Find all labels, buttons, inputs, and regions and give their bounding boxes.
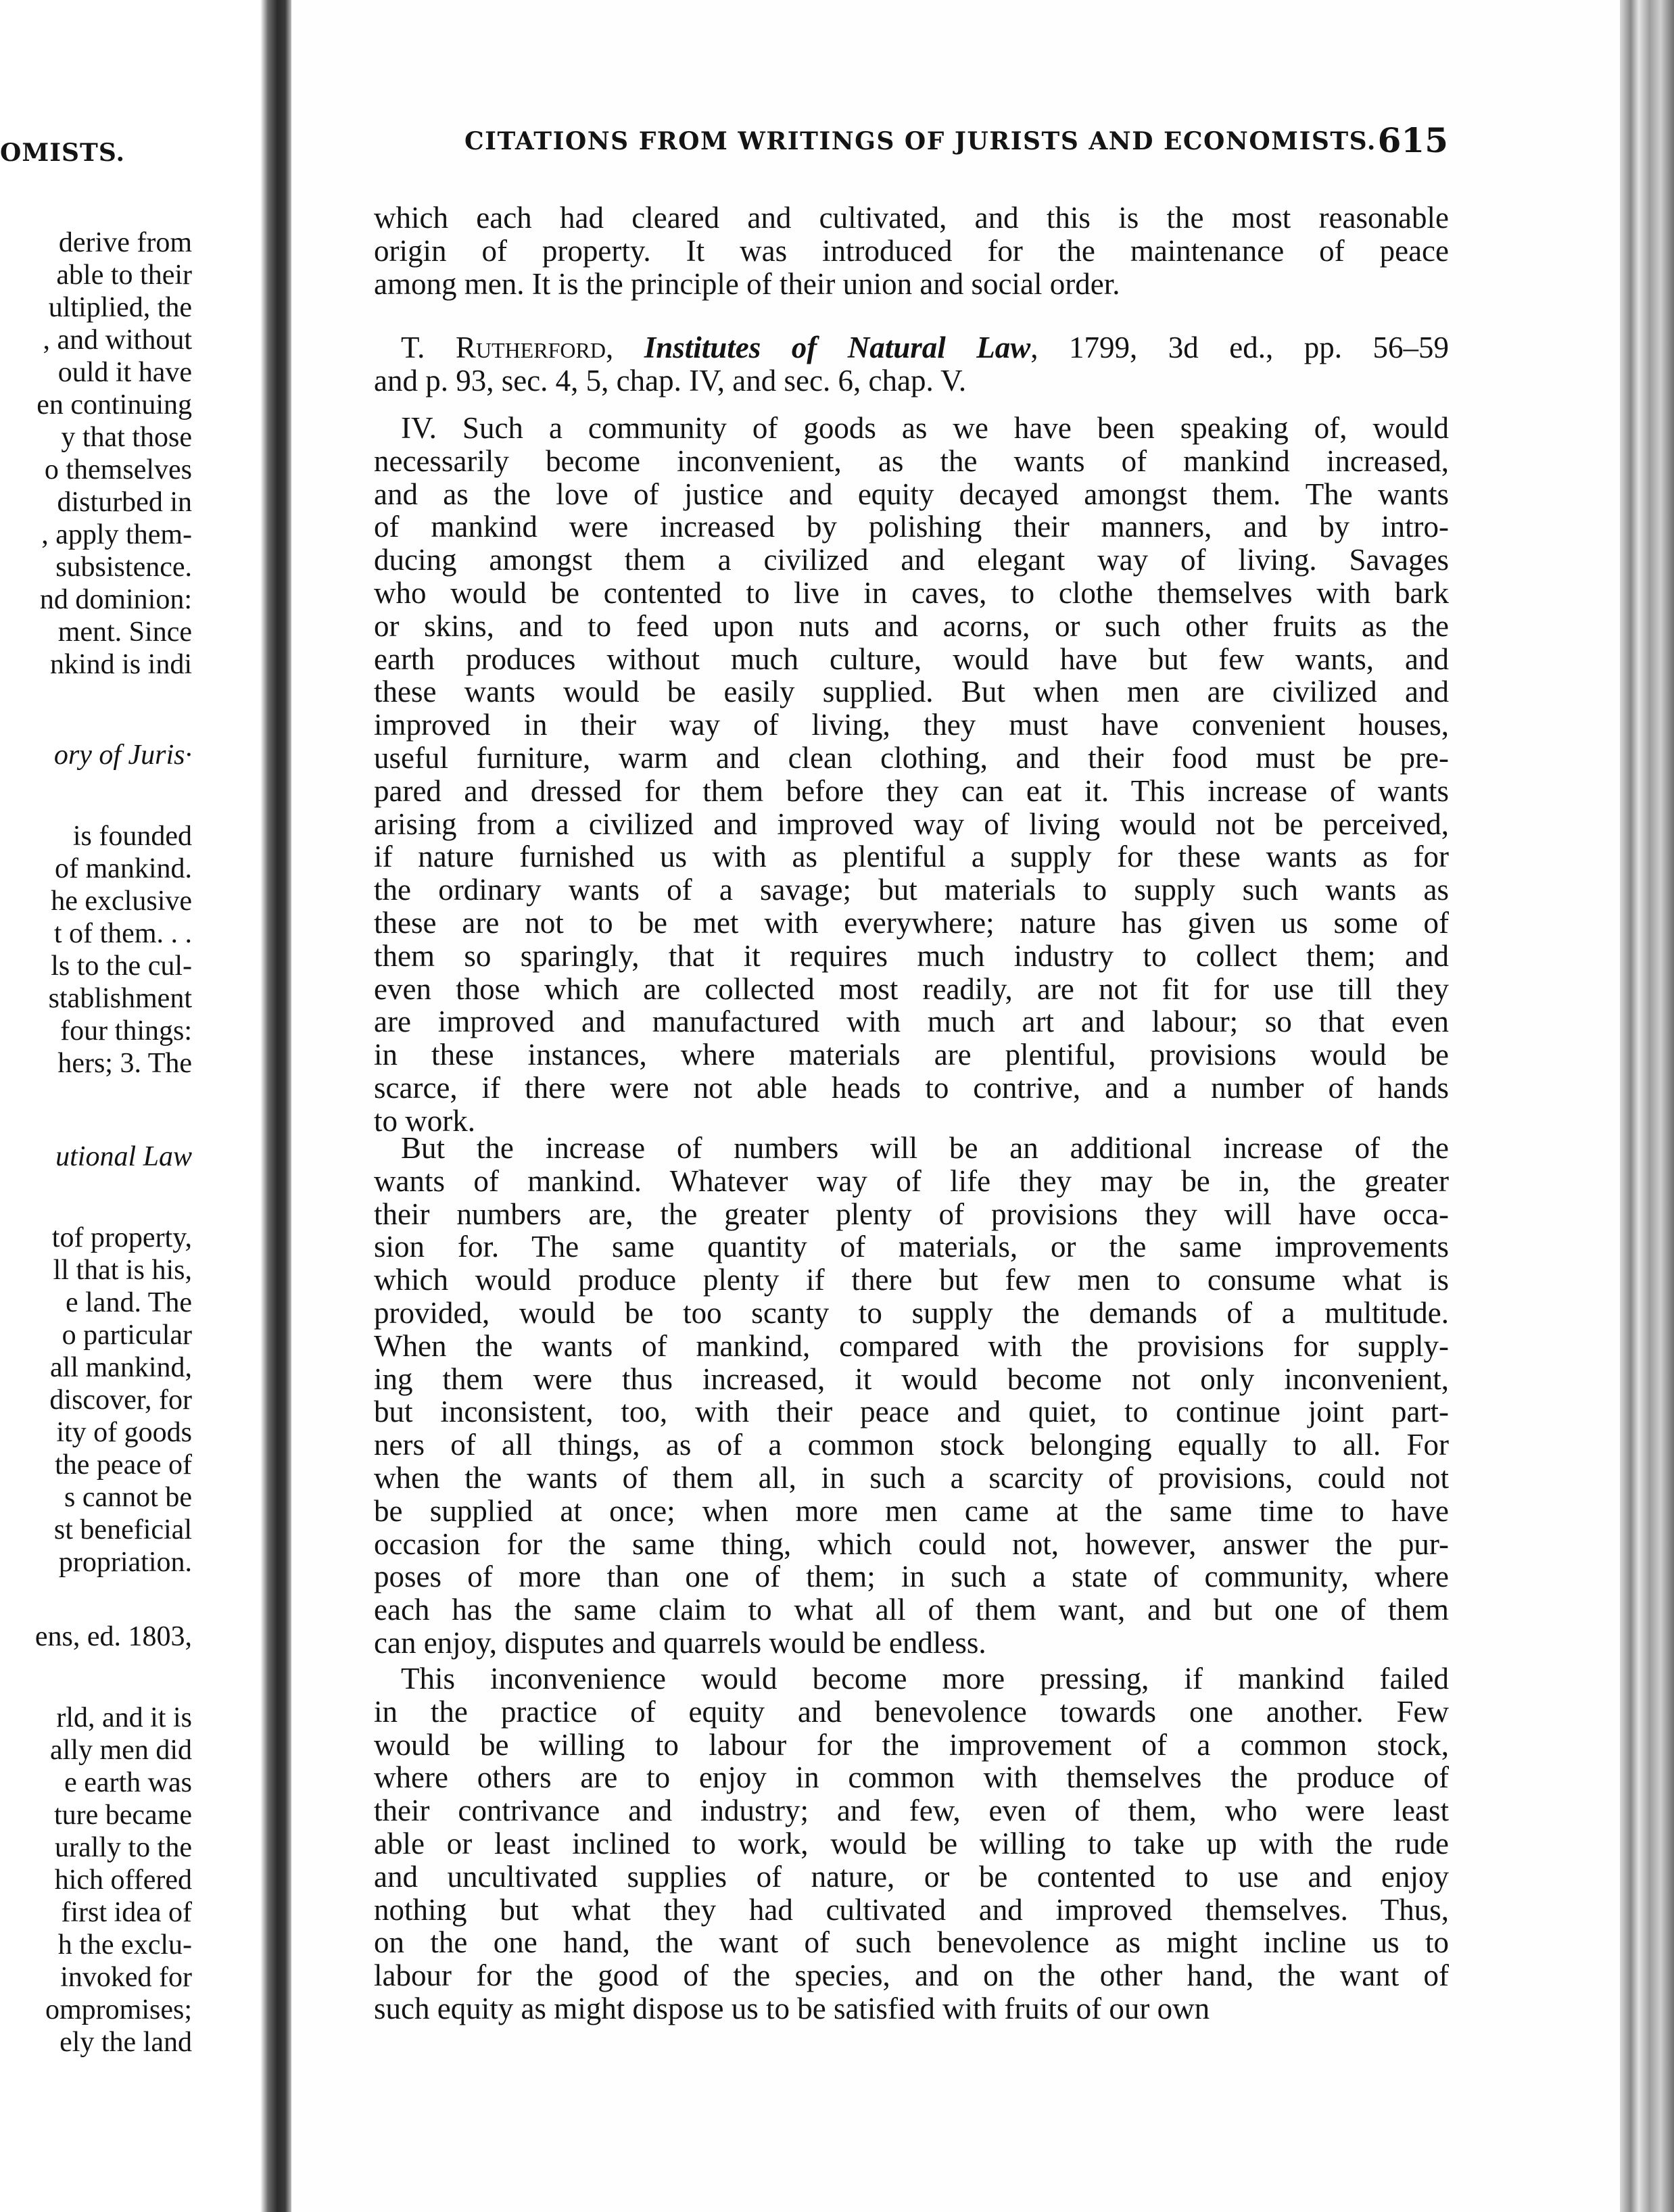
citation-line-2: and p. 93, sec. 4, 5, chap. IV, and sec. 6, chap. V. <box>374 363 967 398</box>
left-page-line: ls to the cul- <box>51 951 192 982</box>
page-edge <box>1620 0 1674 2212</box>
text-line: scarce, if there were not able heads to contrive, and a number of hands <box>374 1070 1449 1105</box>
text-line: origin of property. It was introduced for the maintenance of peace <box>374 233 1449 268</box>
text-line: these are not to be met with everywhere; nature has given us some of <box>374 905 1449 940</box>
text-line: among men. It is the principle of their union and social order. <box>374 266 1120 301</box>
citation-details: , 1799, 3d ed., pp. 56–59 <box>1030 331 1449 364</box>
text-line: of mankind were increased by polishing their manners, and by intro- <box>374 510 1449 544</box>
left-page-line: all mankind, <box>50 1352 192 1383</box>
left-page-line: nkind is indi <box>49 649 192 680</box>
text-line: these wants would be easily supplied. But when men are civilized and <box>374 675 1449 709</box>
text-line: and as the love of justice and equity decayed amongst them. The wants <box>374 477 1449 511</box>
text-line: poses of more than one of them; in such a state of community, where <box>374 1560 1449 1594</box>
left-page-line: ity of goods <box>56 1417 192 1448</box>
paragraph-continuation <box>374 201 1449 300</box>
text-line: them so sparingly, that it requires much industry to collect them; and <box>374 938 1449 973</box>
left-page-line: utional Law <box>55 1141 192 1172</box>
text-line: ners of all things, as of a common stock belonging equally to all. For <box>374 1428 1449 1462</box>
text-line: necessarily become inconvenient, as the wants of mankind increased, <box>374 443 1449 478</box>
text-line: be supplied at once; when more men came at the same time to have <box>374 1493 1449 1528</box>
text-line: would be willing to labour for the improvement of a common stock, <box>374 1727 1449 1762</box>
citation-work-title: Institutes of Natural Law <box>644 331 1031 364</box>
paragraph-inconvenience <box>374 1662 1449 2025</box>
text-line: can enjoy, disputes and quarrels would be endless. <box>374 1625 986 1660</box>
left-page-line: , apply them- <box>41 519 192 550</box>
text-line: improved in their way of living, they must have convenient houses, <box>374 708 1449 742</box>
text-line: nothing but what they had cultivated and improved themselves. Thus, <box>374 1892 1449 1927</box>
text-line: But the increase of numbers will be an additional increase of the <box>401 1131 1449 1165</box>
text-line: the ordinary wants of a savage; but materials to supply such wants as <box>374 873 1449 907</box>
text-line: even those which are collected most readily, are not fit for use till they <box>374 971 1449 1006</box>
left-page-line: the peace of <box>55 1449 192 1481</box>
left-page-line: ultiplied, the <box>48 292 192 323</box>
text-line: arising from a civilized and improved way of living would not be perceived, <box>374 807 1449 841</box>
citation-line-1 <box>374 331 1449 364</box>
left-running-head: OMISTS. <box>0 139 126 167</box>
text-line: are improved and manufactured with much art and labour; so that even <box>374 1005 1449 1039</box>
left-page-line: o themselves <box>44 454 192 485</box>
text-line: their contrivance and industry; and few, even of them, who were least <box>374 1794 1449 1828</box>
text-line: each has the same claim to what all of them want, and but one of them <box>374 1593 1449 1627</box>
text-line: When the wants of mankind, compared with the provisions for supply- <box>374 1328 1449 1363</box>
text-line: in these instances, where materials are plentiful, provisions would be <box>374 1038 1449 1072</box>
text-line: ing them were thus increased, it would become not only inconvenient, <box>374 1362 1449 1396</box>
left-page-line: able to their <box>56 260 192 291</box>
left-page-line: h the exclu- <box>57 1929 192 1961</box>
text-line: IV. Such a community of goods as we have been speaking of, would <box>401 411 1449 445</box>
left-page-line: propriation. <box>58 1547 192 1578</box>
left-page-line: of mankind. <box>55 853 192 884</box>
text-line: wants of mankind. Whatever way of life they may be in, the greater <box>374 1163 1449 1198</box>
left-page-line: rld, and it is <box>56 1702 192 1733</box>
left-page-line: tof property, <box>51 1222 192 1253</box>
citation <box>374 331 1449 398</box>
running-head-title: CITATIONS FROM WRITINGS OF JURISTS AND ECONOMISTS. <box>464 127 1377 155</box>
text-line: This inconvenience would become more pressing, if mankind failed <box>401 1662 1449 1696</box>
left-page-line: e earth was <box>64 1767 192 1798</box>
left-page-line: he exclusive <box>51 886 192 917</box>
left-page-line: four things: <box>60 1015 192 1047</box>
book-gutter <box>260 0 291 2212</box>
paragraph-numbers <box>374 1132 1449 1660</box>
left-page-line: e land. The <box>66 1287 192 1318</box>
left-page-line: ely the land <box>59 2027 192 2058</box>
citation-sep: , <box>605 331 644 364</box>
text-line: or skins, and to feed upon nuts and acorns, or such other fruits as the <box>374 608 1449 643</box>
left-page-line: o particular <box>62 1320 192 1351</box>
text-line: and uncultivated supplies of nature, or be contented to use and enjoy <box>374 1859 1449 1894</box>
text-line: able or least inclined to work, would be willing to take up with the rude <box>374 1826 1449 1860</box>
left-page-line: ture became <box>53 1800 192 1831</box>
left-page-line: ment. Since <box>57 617 192 648</box>
text-line: ducing amongst them a civilized and elegant way of living. Savages <box>374 543 1449 577</box>
left-page-line: urally to the <box>55 1832 192 1863</box>
left-page-line: ompromises; <box>45 1994 192 2025</box>
page-number: 615 <box>1377 120 1448 160</box>
text-line: which would produce plenty if there but few men to consume what is <box>374 1263 1449 1297</box>
text-line: labour for the good of the species, and on the other hand, the want of <box>374 1958 1449 1993</box>
left-page-line: is founded <box>72 821 192 852</box>
text-line: which each had cleared and cultivated, and this is the most reasonable <box>374 201 1449 235</box>
text-line: if nature furnished us with as plentiful a supply for these wants as for <box>374 840 1449 874</box>
running-head <box>464 127 1448 155</box>
left-page-line: stablishment <box>48 983 192 1014</box>
citation-author: Rutherford <box>455 331 606 364</box>
text-line: earth produces without much culture, would have but few wants, and <box>374 642 1449 676</box>
left-page-line: invoked for <box>60 1962 192 1993</box>
left-page-line: derive from <box>58 227 192 258</box>
left-page-line: y that those <box>61 422 192 453</box>
text-line: where others are to enjoy in common with themselves the produce of <box>374 1760 1449 1795</box>
left-page-line: ll that is his, <box>53 1255 192 1286</box>
left-page-line: ally men did <box>50 1735 192 1766</box>
left-page-line: en continuing <box>37 389 192 420</box>
text-line: such equity as might dispose us to be satisfied with fruits of our own <box>374 1991 1210 2025</box>
left-page-line: ens, ed. 1803, <box>34 1621 192 1652</box>
text-line: to work. <box>374 1103 475 1138</box>
text-line: but inconsistent, too, with their peace and quiet, to continue joint part- <box>374 1395 1449 1429</box>
text-line: sion for. The same quantity of materials, or the same improvements <box>374 1230 1449 1264</box>
left-page-line: , and without <box>43 324 192 356</box>
citation-initial: T. <box>401 331 456 364</box>
text-line: on the one hand, the want of such benevolence as might incline us to <box>374 1925 1449 1960</box>
text-line: provided, would be too scanty to supply the demands of a multitude. <box>374 1295 1449 1330</box>
text-line: who would be contented to live in caves, to clothe themselves with bark <box>374 575 1449 610</box>
text-line: when the wants of them all, in such a scarcity of provisions, could not <box>374 1460 1449 1495</box>
text-line: occasion for the same thing, which could not, however, answer the pur- <box>374 1526 1449 1561</box>
text-line: their numbers are, the greater plenty of provisions they will have occa- <box>374 1197 1449 1231</box>
left-page-line: st beneficial <box>53 1514 192 1545</box>
left-page-line: subsistence. <box>55 552 192 583</box>
left-page-line: discover, for <box>49 1385 192 1416</box>
left-page-line: disturbed in <box>57 487 192 518</box>
text-line: useful furniture, warm and clean clothing, and their food must be pre- <box>374 740 1449 775</box>
left-page-line: hich offered <box>54 1865 192 1896</box>
left-page-line: nd dominion: <box>39 584 192 615</box>
text-line: pared and dressed for them before they can eat it. This increase of wants <box>374 773 1449 808</box>
paragraph-iv <box>374 412 1449 1138</box>
left-page-line: hers; 3. The <box>57 1048 192 1079</box>
text-line: in the practice of equity and benevolence towards one another. Few <box>374 1694 1449 1729</box>
left-page-line: s cannot be <box>64 1482 192 1513</box>
left-page-line: t of them. . . <box>53 918 192 949</box>
left-page-line: ould it have <box>57 357 192 388</box>
left-page-line: ory of Juris· <box>53 740 192 771</box>
left-page-line: first idea of <box>61 1897 192 1928</box>
left-page-fragment <box>0 0 260 2212</box>
